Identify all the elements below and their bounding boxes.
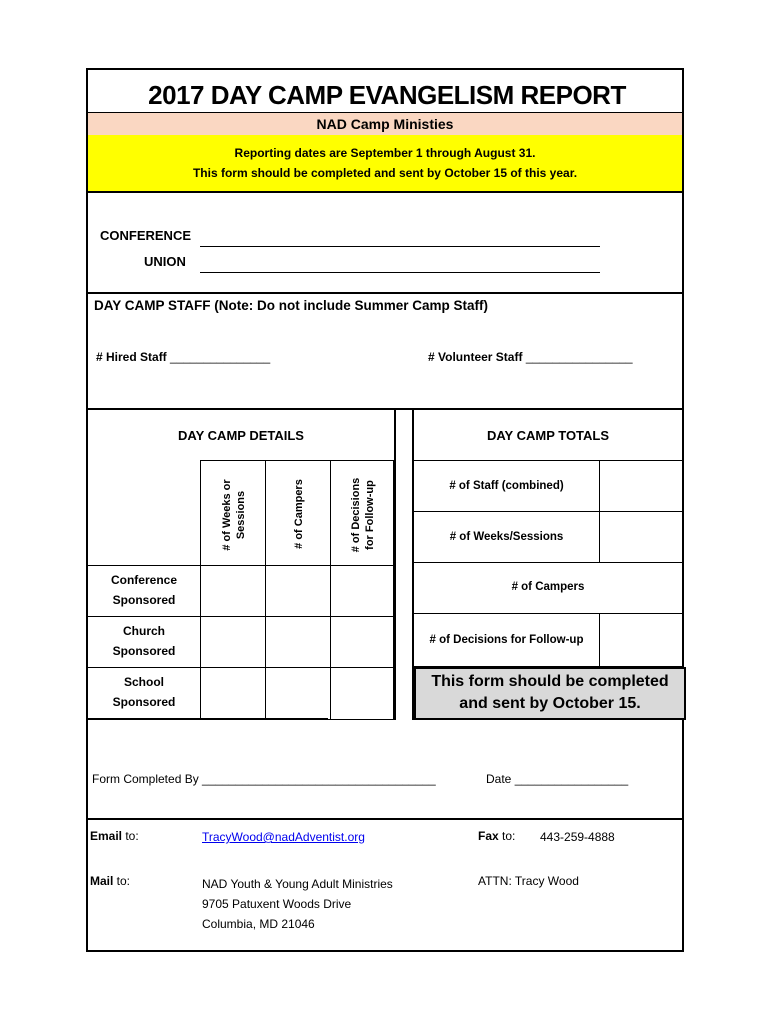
col-header-campers [265, 460, 331, 566]
cell-conference-weeks[interactable] [200, 565, 266, 617]
totals-decisions-text: # of Decisions for Follow-up [429, 634, 584, 646]
report-form [86, 68, 684, 952]
col-header-weeks [200, 460, 266, 566]
row-conference-line2: Sponsored [112, 593, 176, 607]
reminder-line-2: and sent by October 15. [459, 695, 641, 712]
completed-by-field[interactable]: ___________________________________ [202, 772, 436, 786]
volunteer-staff-label [428, 350, 633, 364]
address-line-1: NAD Youth & Young Adult Ministries [202, 877, 393, 891]
cell-conference-campers[interactable] [265, 565, 331, 617]
mailing-address [202, 874, 393, 934]
row-school-line2: Sponsored [112, 695, 176, 709]
col-decisions-line1: # of Decisions [350, 477, 362, 553]
divider [88, 292, 682, 294]
attn-line: ATTN: Tracy Wood [478, 874, 579, 888]
totals-label-weeks [414, 511, 600, 563]
col-weeks-line1: # of Weeks or [221, 479, 233, 551]
email-label [90, 829, 139, 843]
totals-staff-text: # of Staff (combined) [449, 480, 564, 492]
conference-label: CONFERENCE [100, 228, 192, 243]
conference-field[interactable] [200, 246, 600, 247]
volunteer-staff-text: # Volunteer Staff [428, 350, 523, 364]
staff-heading: DAY CAMP STAFF (Note: Do not include Summer Camp Staff) [94, 298, 489, 313]
totals-heading: DAY CAMP TOTALS [486, 428, 610, 443]
fax-label [478, 829, 515, 843]
totals-campers-text: # of Campers [511, 581, 585, 593]
row-church-line2: Sponsored [112, 644, 176, 658]
cell-church-decisions[interactable] [330, 616, 394, 668]
totals-weeks-text: # of Weeks/Sessions [449, 531, 564, 543]
col-campers-text: # of Campers [293, 479, 305, 549]
fax-label-rest: to: [498, 829, 516, 843]
totals-value-staff[interactable] [599, 460, 682, 512]
totals-label-decisions [414, 613, 600, 667]
email-label-bold: Email [90, 829, 123, 843]
union-field[interactable] [200, 272, 600, 273]
hired-staff-field[interactable]: _______________ [170, 350, 271, 364]
address-line-2: 9705 Patuxent Woods Drive [202, 897, 352, 911]
fax-number: 443-259-4888 [540, 830, 615, 844]
email-link[interactable]: TracyWood@nadAdventist.org [202, 830, 365, 844]
mail-label-rest: to: [113, 874, 131, 888]
row-label-conference [88, 565, 201, 617]
row-label-church [88, 616, 201, 668]
divider [88, 718, 328, 720]
completed-by-row [92, 772, 436, 786]
row-conference-line1: Conference [110, 573, 178, 587]
date-row [486, 772, 628, 786]
totals-value-weeks[interactable] [599, 511, 682, 563]
col-decisions-line2: for Follow-up [364, 480, 376, 550]
totals-label-staff [414, 460, 600, 512]
col-weeks-line2: Sessions [235, 490, 247, 540]
notice-line-2: This form should be completed and sent by October 15 of this year. [192, 166, 578, 180]
row-church-line1: Church [123, 624, 165, 638]
col-weeks-text [220, 462, 248, 568]
totals-row-campers [414, 562, 682, 614]
cell-church-weeks[interactable] [200, 616, 266, 668]
hired-staff-text: # Hired Staff [96, 350, 167, 364]
totals-value-decisions[interactable] [599, 613, 682, 667]
row-school-line1: School [123, 675, 164, 689]
divider [88, 818, 682, 820]
cell-school-campers[interactable] [265, 667, 331, 720]
cell-church-campers[interactable] [265, 616, 331, 668]
completed-by-label: Form Completed By [92, 772, 199, 786]
reminder-line-1: This form should be completed [431, 673, 669, 690]
cell-conference-decisions[interactable] [330, 565, 394, 617]
cell-school-decisions[interactable] [330, 667, 394, 720]
fax-label-bold: Fax [478, 829, 499, 843]
details-heading: DAY CAMP DETAILS [178, 428, 304, 443]
hired-staff-label [96, 350, 270, 364]
mail-label [90, 874, 130, 888]
row-label-school [88, 667, 201, 719]
col-decisions-text [349, 462, 377, 568]
subtitle-band: NAD Camp Ministies [88, 112, 682, 136]
date-field[interactable]: _________________ [514, 772, 629, 786]
reminder-box [414, 667, 686, 720]
notice-line-1: Reporting dates are September 1 through August 31. [234, 146, 536, 160]
reporting-notice [88, 135, 682, 193]
email-label-rest: to: [122, 829, 139, 843]
address-line-3: Columbia, MD 21046 [202, 917, 315, 931]
section-separator [394, 408, 414, 720]
union-label: UNION [144, 254, 186, 269]
date-label: Date [486, 772, 512, 786]
cell-school-weeks[interactable] [200, 667, 266, 720]
mail-label-bold: Mail [90, 874, 114, 888]
divider [88, 408, 682, 410]
col-header-decisions [330, 460, 394, 566]
page-title: 2017 DAY CAMP EVANGELISM REPORT [148, 80, 626, 110]
volunteer-staff-field[interactable]: ________________ [525, 350, 633, 364]
